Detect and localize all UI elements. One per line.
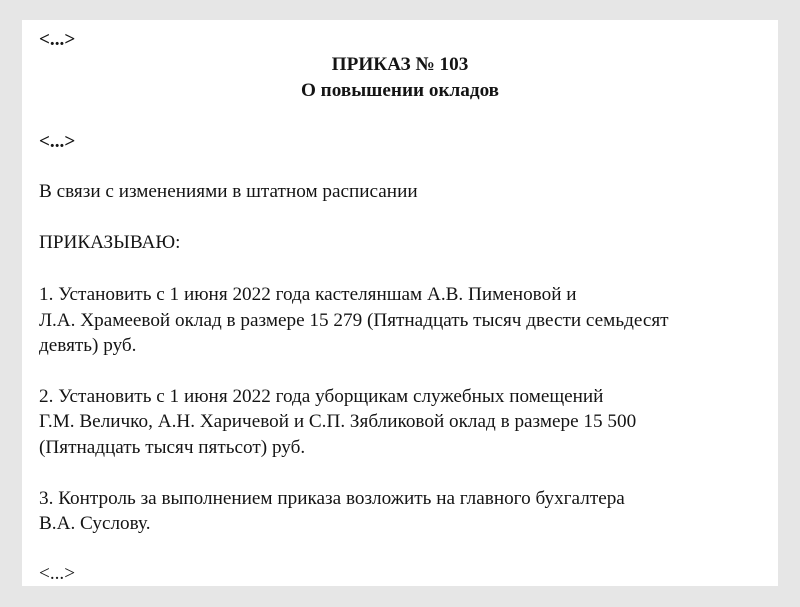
preamble-text: В связи с изменениями в штатном расписании xyxy=(39,181,418,202)
item2-line3: (Пятнадцать тысяч пятьсот) руб. xyxy=(39,437,306,458)
item2-line1: 2. Установить с 1 июня 2022 года уборщикам служебных помещений xyxy=(39,386,604,407)
order-title: ПРИКАЗ № 103 xyxy=(331,54,469,75)
omission-mark-bottom: <...> xyxy=(39,563,76,584)
item2-line2: Г.М. Величко, А.Н. Харичевой и С.П. Зябликовой оклад в размере 15 500 xyxy=(39,411,637,432)
item1-line3: девять) руб. xyxy=(39,335,137,356)
item1-line1: 1. Установить с 1 июня 2022 года кастеляншам А.В. Пименовой и xyxy=(39,284,577,305)
omission-mark-middle: <...> xyxy=(39,131,76,152)
document-page xyxy=(22,20,778,586)
item3-line2: В.А. Суслову. xyxy=(39,513,151,534)
item1-line2: Л.А. Храмеевой оклад в размере 15 279 (Пятнадцать тысяч двести семьдесят xyxy=(39,310,669,331)
item3-line1: 3. Контроль за выполнением приказа возложить на главного бухгалтера xyxy=(39,488,625,509)
order-word: ПРИКАЗЫВАЮ: xyxy=(39,232,181,253)
order-subtitle: О повышении окладов xyxy=(300,80,500,101)
omission-mark-top: <...> xyxy=(39,29,76,50)
